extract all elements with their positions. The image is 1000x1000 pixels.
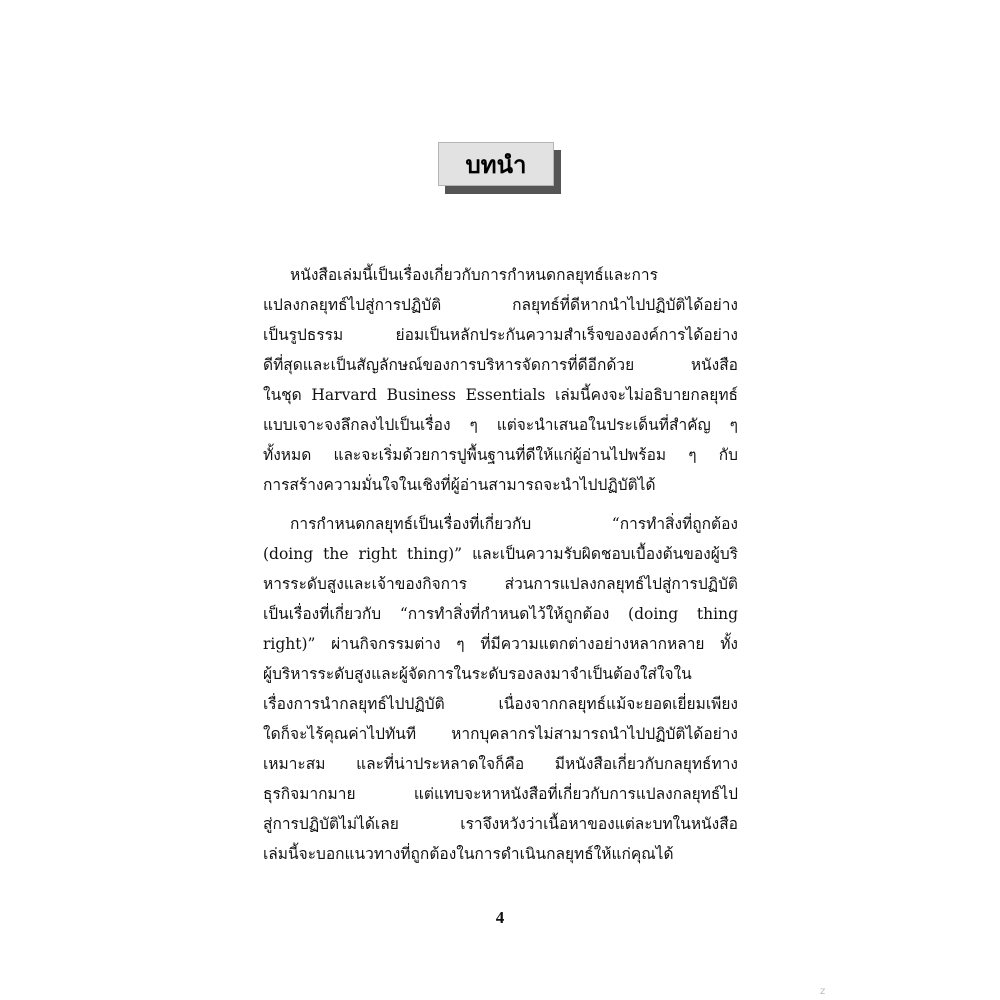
body-line: ใดก็จะไร้คุณค่าไปทันที หากบุคลากรไม่สามารถนำไปปฏิบัติได้อย่าง bbox=[263, 725, 738, 743]
corner-mark: z bbox=[820, 986, 826, 997]
body-line: ดีที่สุดและเป็นสัญลักษณ์ของการบริหารจัดการที่ดีอีกด้วย หนังสือ bbox=[263, 356, 738, 374]
body-line: เป็นเรื่องที่เกี่ยวกับ “การทำสิ่งที่กำหนดไว้ให้ถูกต้อง (doing thing bbox=[263, 605, 738, 623]
body-line: ในชุด Harvard Business Essentials เล่มนี้คงจะไม่อธิบายกลยุทธ์ bbox=[263, 386, 738, 404]
body-line: การสร้างความมั่นใจในเชิงที่ผู้อ่านสามารถจะนำไปปฏิบัติได้ bbox=[263, 476, 656, 494]
body-line: แบบเจาะจงลึกลงไปเป็นเรื่อง ๆ แต่จะนำเสนอในประเด็นที่สำคัญ ๆ bbox=[263, 416, 738, 434]
body-line: ธุรกิจมากมาย แต่แทบจะหาหนังสือที่เกี่ยวกับการแปลงกลยุทธ์ไป bbox=[263, 785, 738, 803]
body-line: หนังสือเล่มนี้เป็นเรื่องเกี่ยวกับการกำหนดกลยุทธ์และการ bbox=[290, 266, 658, 284]
body-line: (doing the right thing)” และเป็นความรับผิดชอบเบื้องต้นของผู้บริ bbox=[263, 545, 738, 563]
body-line: เหมาะสม และที่น่าประหลาดใจก็คือ มีหนังสือเกี่ยวกับกลยุทธ์ทาง bbox=[263, 755, 738, 773]
page-number: 4 bbox=[495, 908, 505, 927]
body-line: ทั้งหมด และจะเริ่มด้วยการปูพื้นฐานที่ดีให้แก่ผู้อ่านไปพร้อม ๆ กับ bbox=[263, 446, 738, 464]
body-line: เล่มนี้จะบอกแนวทางที่ถูกต้องในการดำเนินกลยุทธ์ให้แก่คุณได้ bbox=[263, 845, 674, 863]
body-line: เรื่องการนำกลยุทธ์ไปปฏิบัติ เนื่องจากกลยุทธ์แม้จะยอดเยี่ยมเพียง bbox=[263, 695, 738, 713]
body-line: right)” ผ่านกิจกรรมต่าง ๆ ที่มีความแตกต่างอย่างหลากหลาย ทั้ง bbox=[263, 635, 738, 653]
body-line: เป็นรูปธรรม ย่อมเป็นหลักประกันความสำเร็จขององค์การได้อย่าง bbox=[263, 326, 738, 344]
body-line: หารระดับสูงและเจ้าของกิจการ ส่วนการแปลงกลยุทธ์ไปสู่การปฏิบัติ bbox=[263, 575, 738, 593]
chapter-title: บทนำ bbox=[438, 142, 554, 186]
body-line: สู่การปฏิบัติไม่ได้เลย เราจึงหวังว่าเนื้อหาของแต่ละบทในหนังสือ bbox=[263, 815, 738, 833]
body-line: แปลงกลยุทธ์ไปสู่การปฏิบัติ กลยุทธ์ที่ดีหากนำไปปฏิบัติได้อย่าง bbox=[263, 296, 738, 314]
body-line: การกำหนดกลยุทธ์เป็นเรื่องที่เกี่ยวกับ “การทำสิ่งที่ถูกต้อง bbox=[290, 515, 738, 533]
body-line: ผู้บริหารระดับสูงและผู้จัดการในระดับรองลงมาจำเป็นต้องใส่ใจใน bbox=[263, 665, 692, 683]
